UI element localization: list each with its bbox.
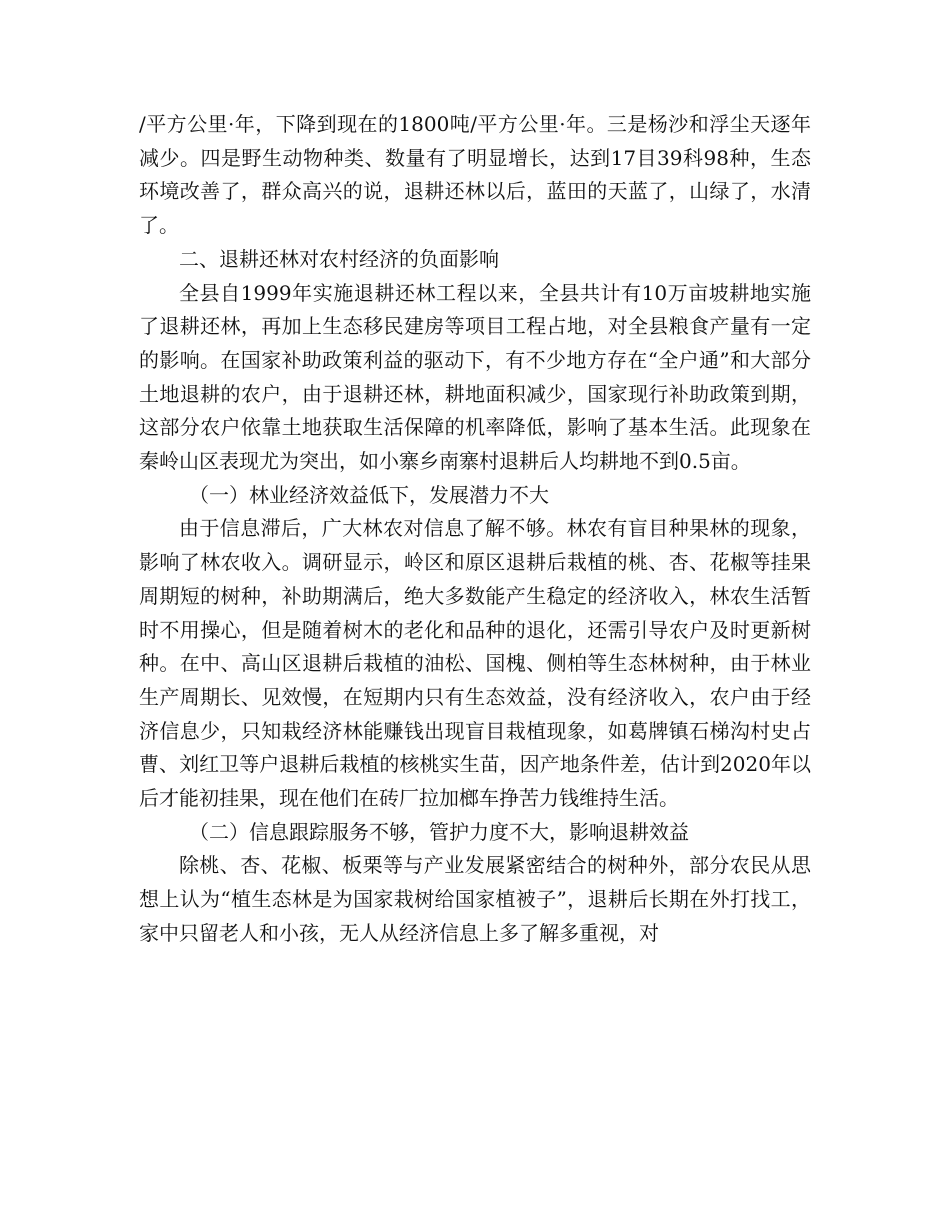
section-heading-2: 二、退耕还林对农村经济的负面影响 <box>179 246 499 271</box>
document-page <box>139 108 811 951</box>
paragraph-body: 由于信息滞后，广大林农对信息了解不够。林农有盲目种果林的现象，影响了林农收入。调研显示，岭区和原区退耕后栽植的桃、杏、花椒等挂果周期短的树种，补助期满后，绝大多数能产生稳定的经济收入，林农生活暂时不用操心，但是随着树木的老化和品种的退化，还需引导农户及时更新树种。在中、高山区退耕后栽植的油松、国槐、侧柏等生态林树种，由于林业生产周期长、见效慢，在短期内只有生态效益，没有经济收入，农户由于经济信息少，只知栽经济林能赚钱出现盲目栽植现象，如葛牌镇石梯沟村史占曹、刘红卫等户退耕后栽植的核桃实生苗，因产地条件差，估计到2020年以后才能初挂果，现在他们在砖厂拉加榔车挣苦力钱维持生活。 <box>139 516 811 811</box>
subsection-heading-2: （二）信息跟踪服务不够，管护力度不大，影响退耕效益 <box>189 819 689 844</box>
paragraph-continued: /平方公里·年，下降到现在的1800吨/平方公里·年。三是杨沙和浮尘天逐年减少。四是野生动物种类、数量有了明显增长，达到17目39科98种，生态环境改善了，群众高兴的说，退耕还林以后，蓝田的天蓝了，山绿了，水清了。 <box>139 112 811 238</box>
paragraph-body: 除桃、杏、花椒、板栗等与产业发展紧密结合的树种外，部分农民从思想上认为“植生态林是为国家栽树给国家植被子”，退耕后长期在外打找工，家中只留老人和小孩，无人从经济信息上多了解多重视，对 <box>139 853 811 945</box>
subsection-heading-1: （一）林业经济效益低下，发展潜力不大 <box>189 482 549 507</box>
paragraph-body: 全县自1999年实施退耕还林工程以来，全县共计有10万亩坡耕地实施了退耕还林，再加上生态移民建房等项目工程占地，对全县粮食产量有一定的影响。在国家补助政策利益的驱动下，有不少地方存在“全户通”和大部分土地退耕的农户，由于退耕还林，耕地面积减少，国家现行补助政策到期，这部分农户依靠土地获取生活保障的机率降低，影响了基本生活。此现象在秦岭山区表现尤为突出，如小寨乡南寨村退耕后人均耕地不到0.5亩。 <box>139 280 811 474</box>
